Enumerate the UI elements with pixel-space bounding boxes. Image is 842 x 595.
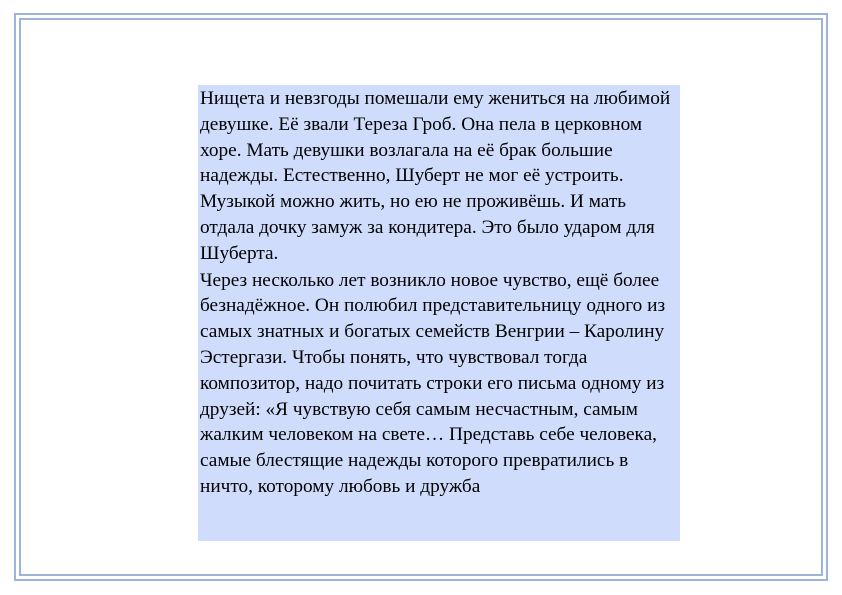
text-box[interactable] (198, 85, 680, 541)
paragraph-1: Нищета и невзгоды помешали ему жениться на любимой девушке. Её звали Тереза Гроб. Она пела в церковном хоре. Мать девушки возлагала на её брак большие надежды. Естественно, Шуберт не мог её устроить. Музыкой можно жить, но ею не проживёшь. И мать отдала дочку замуж за кондитера. Это было ударом для Шуберта. (200, 88, 671, 264)
paragraph-2: Через несколько лет возникло новое чувство, ещё более безнадёжное. Он полюбил представительницу одного из самых знатных и богатых семейств Венгрии – Каролину Эстергази. Чтобы понять, что чувствовал тогда композитор, надо почитать строки его письма одному из друзей: «Я чувствую себя самым несчастным, самым жалким человеком на свете… Представь себе человека, самые блестящие надежды которого превратились в ничто, которому любовь и дружба (200, 269, 666, 497)
